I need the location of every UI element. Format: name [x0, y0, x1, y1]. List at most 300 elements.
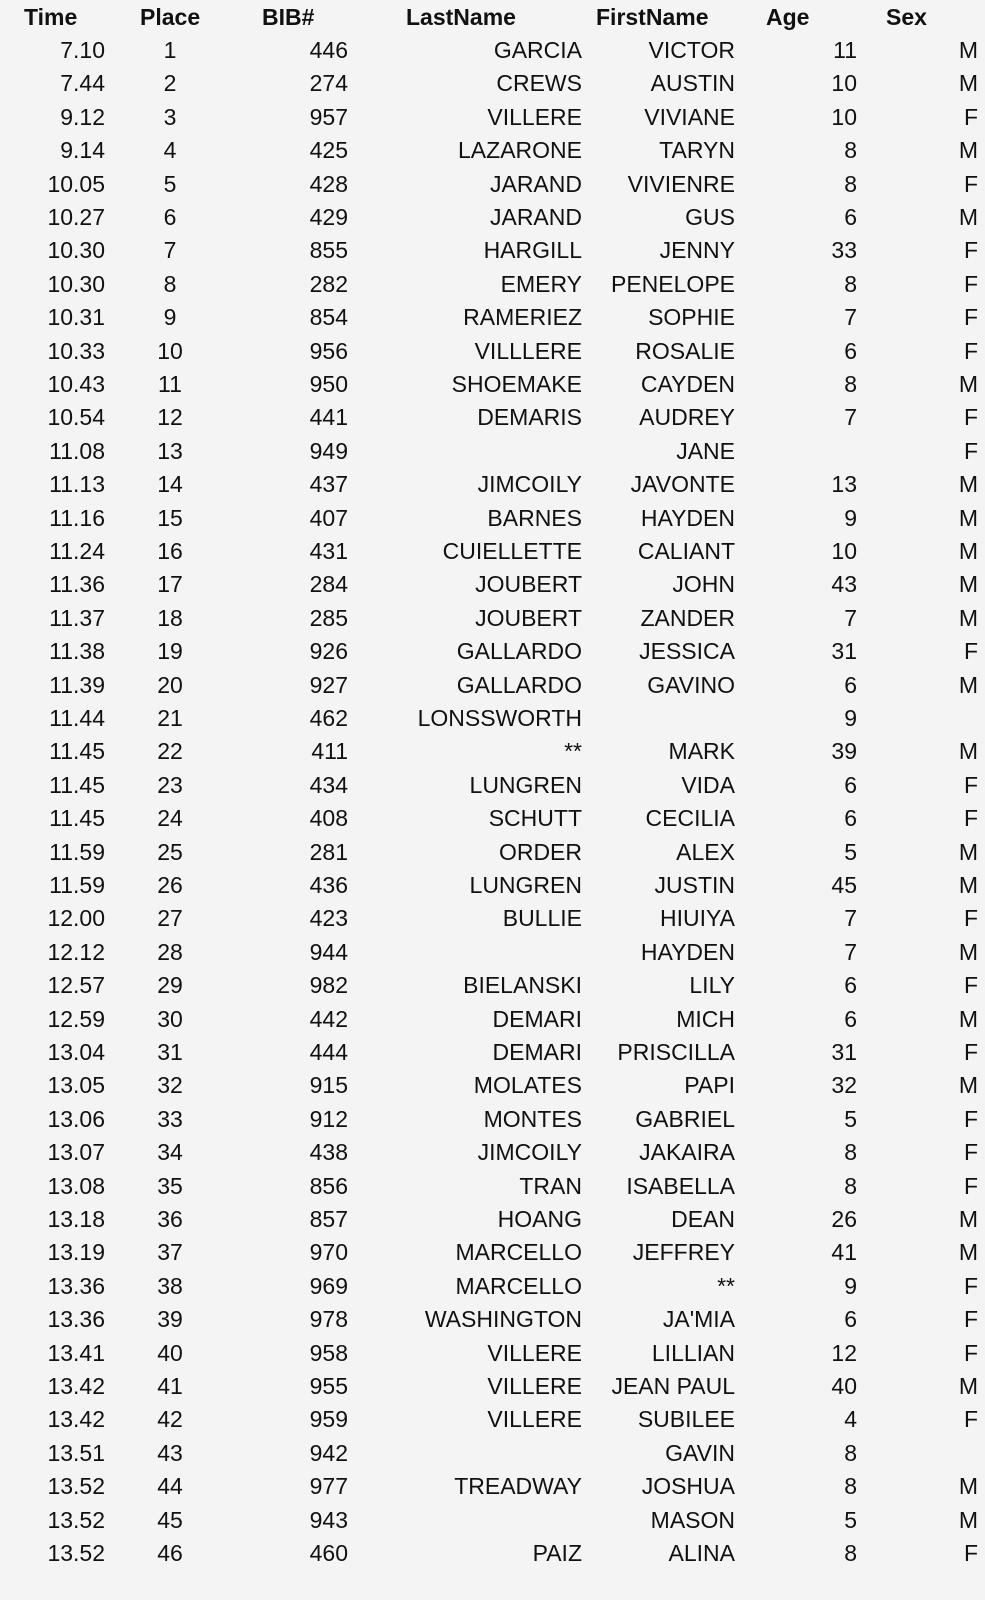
- cell-time: 11.37: [49, 604, 105, 631]
- cell-time: 13.36: [47, 1306, 105, 1333]
- cell-age: 7: [844, 938, 857, 965]
- cell-first-name: GAVIN: [665, 1439, 735, 1466]
- cell-time: 11.13: [49, 471, 105, 498]
- table-row: [0, 300, 985, 334]
- cell-time: 13.19: [47, 1239, 105, 1266]
- cell-sex: M: [958, 137, 978, 164]
- cell-time: 11.45: [49, 805, 105, 832]
- cell-sex: F: [963, 1039, 978, 1065]
- cell-place: 44: [157, 1473, 183, 1500]
- cell-bib: 444: [309, 1039, 348, 1065]
- cell-time: 13.36: [47, 1272, 105, 1299]
- cell-age: 8: [844, 1473, 857, 1500]
- table-row: [0, 167, 985, 201]
- cell-time: 11.59: [49, 872, 105, 898]
- cell-time: 10.43: [47, 371, 105, 397]
- cell-time: 10.27: [47, 204, 105, 230]
- header-age: Age: [766, 4, 810, 30]
- cell-time: 9.12: [60, 103, 105, 130]
- cell-bib: 978: [309, 1306, 348, 1333]
- cell-age: 8: [844, 1172, 857, 1199]
- cell-sex: M: [958, 504, 978, 531]
- cell-place: 21: [157, 705, 183, 731]
- cell-sex: F: [963, 638, 978, 665]
- cell-bib: 446: [309, 37, 348, 63]
- cell-last-name: JARAND: [489, 204, 582, 230]
- cell-sex: M: [958, 371, 978, 397]
- cell-last-name: LAZARONE: [458, 137, 582, 164]
- cell-first-name: JAKAIRA: [639, 1139, 735, 1166]
- cell-first-name: JA'MIA: [662, 1306, 735, 1333]
- cell-first-name: MASON: [650, 1506, 735, 1533]
- table-row: [0, 467, 985, 501]
- cell-bib: 927: [309, 671, 348, 698]
- table-row: [0, 968, 985, 1002]
- cell-age: 12: [831, 1339, 857, 1366]
- cell-age: 6: [844, 671, 857, 698]
- cell-bib: 441: [309, 404, 348, 431]
- table-row: [0, 668, 985, 702]
- cell-sex: M: [958, 671, 978, 698]
- cell-sex: M: [958, 604, 978, 631]
- table-row: [0, 1102, 985, 1136]
- cell-sex: M: [958, 1206, 978, 1232]
- cell-last-name: HARGILL: [483, 237, 582, 264]
- cell-sex: F: [963, 404, 978, 431]
- cell-sex: M: [958, 571, 978, 598]
- cell-first-name: HAYDEN: [640, 504, 735, 531]
- cell-last-name: [380, 935, 582, 969]
- cell-place: 34: [157, 1139, 183, 1166]
- cell-last-name: GALLARDO: [456, 671, 582, 698]
- cell-time: 13.05: [47, 1072, 105, 1099]
- cell-last-name: VILLLERE: [474, 337, 582, 364]
- cell-last-name: DEMARI: [492, 1005, 582, 1032]
- cell-sex: M: [958, 1506, 978, 1533]
- cell-age: 8: [844, 1139, 857, 1166]
- cell-age: 8: [844, 371, 857, 397]
- cell-place: 8: [163, 270, 177, 297]
- cell-last-name: CUIELLETTE: [442, 538, 582, 564]
- cell-place: 17: [157, 571, 183, 598]
- cell-first-name: GAVINO: [647, 671, 735, 698]
- cell-bib: 857: [309, 1206, 348, 1232]
- header-row: [0, 0, 985, 34]
- cell-age: 6: [844, 805, 857, 832]
- cell-last-name: BULLIE: [502, 905, 582, 932]
- cell-last-name: VILLERE: [487, 1339, 582, 1366]
- table-row: [0, 1002, 985, 1036]
- cell-sex: M: [958, 872, 978, 898]
- cell-first-name: VIVIENRE: [627, 170, 735, 197]
- table-row: [0, 233, 985, 267]
- cell-bib: 284: [309, 571, 348, 598]
- cell-last-name: [380, 434, 582, 468]
- cell-bib: 425: [309, 137, 348, 164]
- cell-age: 6: [844, 1005, 857, 1032]
- cell-first-name: JEAN PAUL: [611, 1373, 735, 1399]
- cell-last-name: [380, 1436, 582, 1470]
- cell-bib: 912: [309, 1105, 348, 1132]
- cell-time: 13.42: [47, 1406, 105, 1433]
- table-row: [0, 100, 985, 134]
- cell-place: 41: [157, 1373, 183, 1399]
- cell-last-name: JIMCOILY: [477, 471, 582, 498]
- cell-time: 7.44: [60, 70, 105, 97]
- cell-last-name: JOUBERT: [475, 604, 582, 631]
- cell-last-name: GALLARDO: [456, 638, 582, 665]
- cell-sex: F: [963, 1272, 978, 1299]
- cell-last-name: EMERY: [500, 270, 582, 297]
- cell-place: 37: [157, 1239, 183, 1266]
- cell-time: 13.18: [47, 1206, 105, 1232]
- table-row: [0, 1235, 985, 1269]
- cell-last-name: TRAN: [519, 1172, 582, 1199]
- cell-last-name: MARCELLO: [455, 1239, 582, 1266]
- cell-last-name: RAMERIEZ: [463, 304, 582, 331]
- cell-time: 13.52: [47, 1473, 105, 1500]
- table-row: [0, 334, 985, 368]
- cell-age: 31: [831, 1039, 857, 1065]
- cell-bib: 436: [309, 872, 348, 898]
- cell-time: 7.10: [60, 37, 105, 63]
- header-sex: Sex: [886, 4, 927, 30]
- cell-time: 10.30: [47, 270, 105, 297]
- cell-last-name: JIMCOILY: [477, 1139, 582, 1166]
- table-row: [0, 1436, 985, 1470]
- cell-place: 19: [157, 638, 183, 665]
- cell-time: 13.42: [47, 1373, 105, 1399]
- cell-sex: F: [963, 337, 978, 364]
- header-first-name: FirstName: [596, 4, 709, 30]
- table-row: [0, 935, 985, 969]
- cell-first-name: VIVIANE: [644, 103, 735, 130]
- cell-time: 13.41: [47, 1339, 105, 1366]
- cell-first-name: JEFFREY: [632, 1239, 735, 1266]
- cell-first-name: JANE: [676, 437, 735, 464]
- cell-sex: [868, 1436, 978, 1470]
- cell-age: 8: [844, 270, 857, 297]
- table-row: [0, 1269, 985, 1303]
- cell-time: 13.06: [47, 1105, 105, 1132]
- cell-first-name: GUS: [685, 204, 735, 230]
- table-row: [0, 400, 985, 434]
- cell-last-name: SCHUTT: [488, 805, 582, 832]
- cell-age: 6: [844, 204, 857, 230]
- cell-place: 9: [163, 304, 177, 331]
- cell-bib: 942: [309, 1439, 348, 1466]
- cell-age: 6: [844, 972, 857, 999]
- cell-first-name: HAYDEN: [640, 938, 735, 965]
- cell-sex: M: [958, 1005, 978, 1032]
- cell-sex: M: [958, 538, 978, 564]
- cell-sex: M: [958, 1072, 978, 1099]
- header-place: Place: [140, 4, 201, 30]
- table-row: [0, 1536, 985, 1570]
- table-row: [0, 367, 985, 401]
- cell-bib: 438: [309, 1139, 348, 1166]
- cell-age: 43: [831, 571, 857, 598]
- cell-place: 36: [157, 1206, 183, 1232]
- cell-time: 10.05: [47, 170, 105, 197]
- header-bib: BIB#: [262, 4, 315, 30]
- cell-bib: 926: [309, 638, 348, 665]
- table-row: [0, 634, 985, 668]
- cell-place: 45: [157, 1506, 183, 1533]
- cell-place: 42: [157, 1406, 183, 1433]
- cell-sex: F: [963, 1105, 978, 1132]
- cell-time: 13.07: [47, 1139, 105, 1166]
- cell-first-name: MARK: [668, 738, 735, 765]
- cell-bib: 957: [309, 103, 348, 130]
- cell-last-name: BARNES: [487, 504, 582, 531]
- header-last-name: LastName: [406, 4, 516, 30]
- cell-age: 40: [831, 1373, 857, 1399]
- cell-bib: 950: [309, 371, 348, 397]
- cell-bib: 408: [309, 805, 348, 832]
- cell-time: 12.57: [47, 972, 105, 999]
- cell-last-name: GARCIA: [493, 37, 582, 63]
- cell-place: 38: [157, 1272, 183, 1299]
- cell-bib: 281: [309, 838, 348, 865]
- cell-last-name: MONTES: [483, 1105, 582, 1132]
- cell-age: 5: [844, 1105, 857, 1132]
- cell-time: 10.33: [47, 337, 105, 364]
- cell-first-name: TARYN: [659, 137, 735, 164]
- cell-first-name: [590, 701, 735, 735]
- table-row: [0, 267, 985, 301]
- cell-place: 16: [157, 538, 183, 564]
- cell-sex: M: [958, 838, 978, 865]
- cell-sex: F: [963, 1172, 978, 1199]
- cell-bib: 282: [309, 270, 348, 297]
- table-row: [0, 1369, 985, 1403]
- cell-place: 6: [163, 204, 177, 230]
- cell-age: 10: [831, 538, 857, 564]
- cell-age: 41: [831, 1239, 857, 1266]
- cell-time: 12.59: [47, 1005, 105, 1032]
- cell-place: 18: [157, 604, 183, 631]
- cell-first-name: ZANDER: [640, 604, 735, 631]
- cell-age: [745, 434, 857, 468]
- table-row: [0, 200, 985, 234]
- cell-last-name: LUNGREN: [469, 771, 582, 798]
- cell-first-name: ALEX: [676, 838, 735, 865]
- cell-sex: F: [963, 103, 978, 130]
- cell-place: 4: [163, 137, 177, 164]
- cell-bib: 274: [309, 70, 348, 97]
- table-row: [0, 534, 985, 568]
- cell-place: 10: [157, 337, 183, 364]
- cell-first-name: PAPI: [684, 1072, 735, 1099]
- cell-bib: 944: [309, 938, 348, 965]
- cell-place: 20: [157, 671, 183, 698]
- cell-time: 13.52: [47, 1540, 105, 1566]
- cell-age: 6: [844, 337, 857, 364]
- table-row: [0, 1336, 985, 1370]
- cell-first-name: ISABELLA: [626, 1172, 735, 1199]
- cell-last-name: JARAND: [489, 170, 582, 197]
- cell-bib: 956: [309, 337, 348, 364]
- table-row: [0, 1135, 985, 1169]
- cell-bib: 854: [309, 304, 348, 331]
- cell-sex: F: [963, 304, 978, 331]
- cell-first-name: CALIANT: [637, 538, 735, 564]
- cell-sex: M: [958, 1239, 978, 1266]
- cell-sex: M: [958, 1473, 978, 1500]
- cell-bib: 977: [309, 1473, 348, 1500]
- cell-bib: 949: [309, 437, 348, 464]
- cell-place: 35: [157, 1172, 183, 1199]
- cell-place: 40: [157, 1339, 183, 1366]
- cell-time: 10.30: [47, 237, 105, 264]
- cell-place: 29: [157, 972, 183, 999]
- cell-last-name: [380, 1503, 582, 1537]
- cell-last-name: MARCELLO: [455, 1272, 582, 1299]
- cell-age: 9: [844, 504, 857, 531]
- cell-age: 26: [831, 1206, 857, 1232]
- cell-time: 13.51: [47, 1439, 105, 1466]
- cell-last-name: WASHINGTON: [424, 1306, 582, 1333]
- cell-place: 7: [163, 237, 177, 264]
- cell-age: 8: [844, 1540, 857, 1566]
- cell-time: 11.44: [49, 705, 105, 731]
- cell-bib: 431: [309, 538, 348, 564]
- cell-first-name: JAVONTE: [630, 471, 735, 498]
- cell-bib: 969: [309, 1272, 348, 1299]
- cell-first-name: JOHN: [672, 571, 735, 598]
- cell-first-name: ROSALIE: [635, 337, 735, 364]
- cell-bib: 955: [309, 1373, 348, 1399]
- cell-sex: F: [963, 1406, 978, 1433]
- cell-bib: 434: [309, 771, 348, 798]
- cell-age: 9: [844, 1272, 857, 1299]
- cell-sex: M: [958, 738, 978, 765]
- cell-time: 11.38: [49, 638, 105, 665]
- table-row: [0, 868, 985, 902]
- cell-age: 33: [831, 237, 857, 264]
- table-row: [0, 1202, 985, 1236]
- cell-bib: 428: [309, 170, 348, 197]
- table-row: [0, 1402, 985, 1436]
- table-row: [0, 1035, 985, 1069]
- cell-time: 9.14: [60, 137, 105, 164]
- cell-place: 3: [163, 103, 177, 130]
- cell-bib: 856: [309, 1172, 348, 1199]
- table-row: [0, 1469, 985, 1503]
- table-row: [0, 33, 985, 67]
- cell-last-name: CREWS: [496, 70, 582, 97]
- cell-last-name: VILLERE: [487, 103, 582, 130]
- cell-age: 32: [831, 1072, 857, 1099]
- cell-sex: F: [963, 771, 978, 798]
- table-row: [0, 1068, 985, 1102]
- cell-age: 6: [844, 1306, 857, 1333]
- table-row: [0, 734, 985, 768]
- cell-sex: F: [963, 1540, 978, 1566]
- cell-sex: F: [963, 972, 978, 999]
- cell-sex: F: [963, 805, 978, 832]
- cell-last-name: DEMARI: [492, 1039, 582, 1065]
- cell-first-name: CAYDEN: [640, 371, 735, 397]
- cell-bib: 411: [311, 738, 348, 765]
- cell-first-name: SOPHIE: [648, 304, 735, 331]
- cell-place: 25: [157, 838, 183, 865]
- cell-time: 11.45: [49, 771, 105, 798]
- cell-time: 12.12: [47, 938, 105, 965]
- table-row: [0, 434, 985, 468]
- cell-place: 27: [157, 905, 183, 932]
- cell-age: 6: [844, 771, 857, 798]
- cell-sex: F: [963, 237, 978, 264]
- table-row: [0, 66, 985, 100]
- cell-place: 24: [157, 805, 183, 832]
- table-row: [0, 1503, 985, 1537]
- cell-place: 22: [157, 738, 183, 765]
- cell-first-name: ALINA: [668, 1540, 735, 1566]
- cell-age: 11: [833, 37, 857, 63]
- cell-last-name: SHOEMAKE: [451, 371, 582, 397]
- cell-last-name: **: [564, 738, 582, 765]
- cell-place: 32: [157, 1072, 183, 1099]
- table-row: [0, 768, 985, 802]
- cell-time: 11.36: [49, 571, 105, 598]
- cell-place: 12: [157, 404, 183, 431]
- cell-first-name: AUSTIN: [650, 70, 735, 97]
- cell-first-name: JESSICA: [639, 638, 735, 665]
- cell-sex: M: [958, 70, 978, 97]
- cell-bib: 958: [309, 1339, 348, 1366]
- cell-last-name: VILLERE: [487, 1373, 582, 1399]
- cell-time: 13.08: [47, 1172, 105, 1199]
- cell-time: 13.52: [47, 1506, 105, 1533]
- cell-age: 8: [844, 1439, 857, 1466]
- cell-bib: 943: [309, 1506, 348, 1533]
- cell-bib: 462: [309, 705, 348, 731]
- cell-place: 39: [157, 1306, 183, 1333]
- cell-sex: F: [963, 1306, 978, 1333]
- table-row: [0, 835, 985, 869]
- cell-place: 46: [157, 1540, 183, 1566]
- cell-sex: M: [958, 471, 978, 498]
- cell-sex: F: [963, 270, 978, 297]
- cell-time: 12.00: [47, 905, 105, 932]
- table-row: [0, 801, 985, 835]
- cell-bib: 855: [309, 237, 348, 264]
- cell-place: 43: [157, 1439, 183, 1466]
- cell-sex: M: [958, 37, 978, 63]
- cell-bib: 429: [309, 204, 348, 230]
- cell-bib: 915: [309, 1072, 348, 1099]
- cell-place: 15: [157, 504, 183, 531]
- table-row: [0, 501, 985, 535]
- cell-age: 8: [844, 137, 857, 164]
- cell-first-name: CECILIA: [645, 805, 735, 832]
- cell-age: 5: [844, 838, 857, 865]
- cell-bib: 442: [309, 1005, 348, 1032]
- cell-first-name: JUSTIN: [654, 872, 735, 898]
- cell-bib: 959: [309, 1406, 348, 1433]
- cell-age: 7: [844, 404, 857, 431]
- cell-time: 11.39: [49, 671, 105, 698]
- table-row: [0, 601, 985, 635]
- cell-place: 2: [163, 70, 177, 97]
- cell-time: 11.08: [49, 437, 105, 464]
- cell-first-name: LILY: [689, 972, 735, 999]
- cell-last-name: JOUBERT: [475, 571, 582, 598]
- cell-place: 5: [163, 170, 177, 197]
- cell-place: 13: [157, 437, 183, 464]
